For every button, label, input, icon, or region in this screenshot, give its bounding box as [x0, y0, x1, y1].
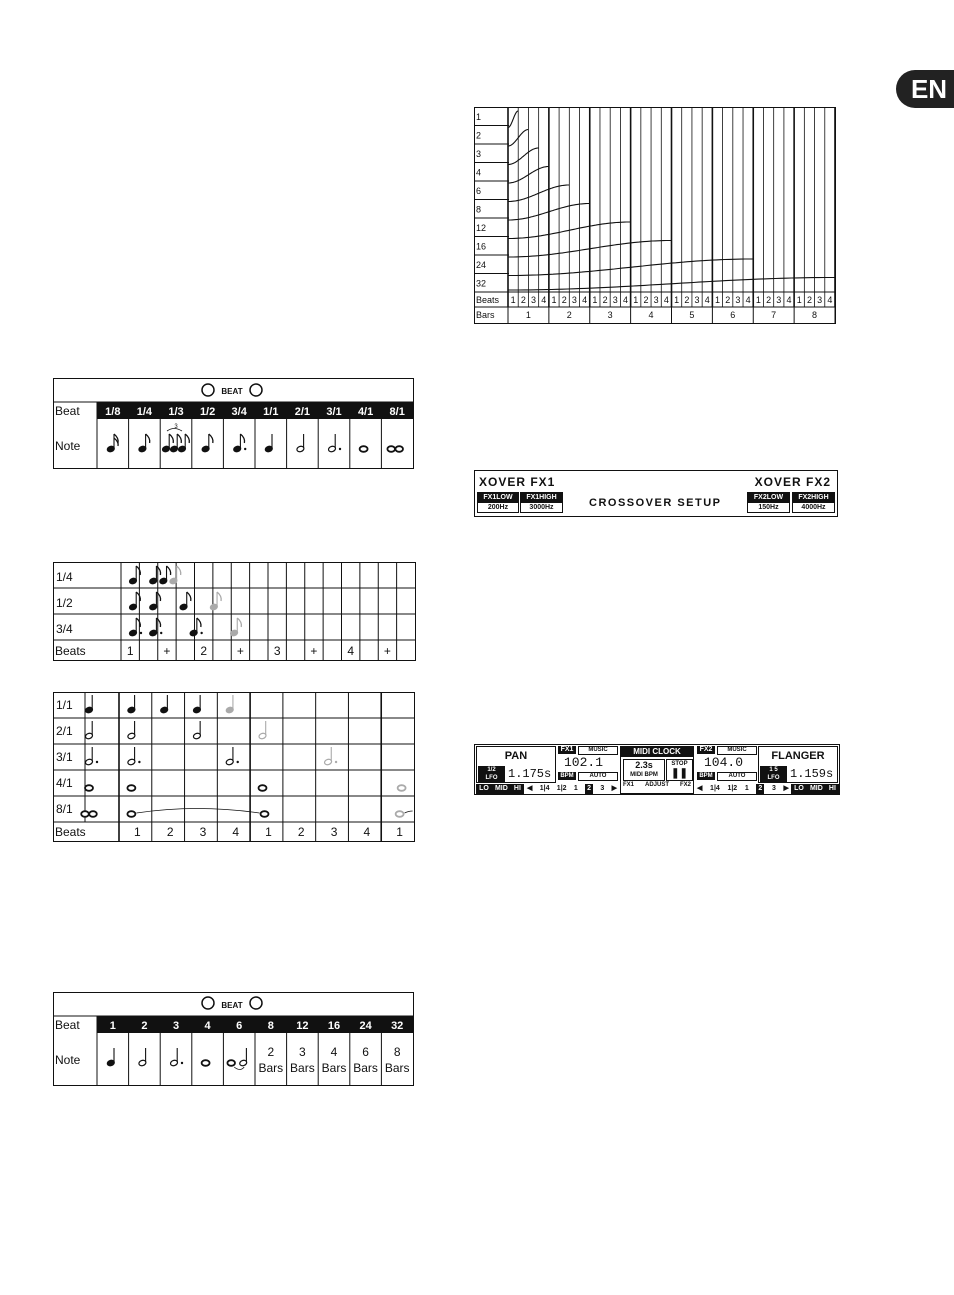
- row-note: [127, 811, 135, 817]
- beat-number: 4: [347, 644, 355, 658]
- beat-header-cell: 16: [327, 1020, 341, 1032]
- bars-count: 3: [299, 1045, 306, 1059]
- beat-number: 4: [582, 295, 588, 305]
- row-note: [127, 785, 135, 791]
- beat-header-cell: 6: [236, 1020, 243, 1032]
- row-note: [396, 811, 404, 817]
- arrow-right-icon[interactable]: ▶: [611, 785, 617, 792]
- row-label: 1/4: [56, 570, 73, 584]
- row-label: 6: [476, 186, 482, 196]
- beat-number: 3: [612, 295, 618, 305]
- fx1-high-label: FX1HIGH: [521, 493, 562, 503]
- fx2-mode[interactable]: MUSIC: [717, 746, 757, 755]
- fx2-nav-item[interactable]: 3: [771, 785, 776, 792]
- beat-number: 4: [827, 295, 833, 305]
- fx-left-panel: [476, 746, 556, 783]
- beat-number: 2: [766, 295, 772, 305]
- beat-number: 2: [725, 295, 731, 305]
- fx2-bpm-label: BPM: [697, 772, 715, 780]
- fx2-tag: FX2: [697, 746, 715, 754]
- beat-header-cell: 2: [141, 1020, 148, 1032]
- beat-number: +: [310, 644, 318, 658]
- beat-number: 2: [602, 295, 608, 305]
- bars-count: 4: [330, 1045, 338, 1059]
- bars-label: Bars: [290, 1061, 315, 1075]
- fx2-sync[interactable]: AUTO: [717, 772, 757, 781]
- grid-frame: [54, 563, 416, 661]
- beat-led-left: [202, 997, 214, 1009]
- beat-number: 2: [200, 644, 208, 658]
- fx1-nav-item-selected[interactable]: 2: [587, 785, 592, 792]
- fx2-low-box[interactable]: [747, 492, 790, 513]
- row-label: 3/1: [56, 750, 73, 764]
- fx1-low-value: 200Hz: [487, 504, 509, 511]
- beat-header-cell: 1/4: [136, 406, 153, 418]
- fx1-low-label: FX1LOW: [478, 493, 518, 503]
- fx-right-mode-bottom: LFO: [767, 775, 780, 781]
- beat-number: 1: [714, 295, 720, 305]
- beat-number: 3: [776, 295, 782, 305]
- xover-fx1-title: XOVER FX1: [479, 475, 556, 489]
- fx-left-eq[interactable]: [476, 784, 524, 794]
- beat-header-cell: 1/1: [263, 406, 279, 418]
- fx-right-name: FLANGER: [771, 750, 825, 762]
- row-note: [85, 785, 93, 791]
- fx-right-panel: [758, 746, 838, 783]
- fx2-nav-item[interactable]: 1: [744, 785, 749, 792]
- bar-number: 2: [566, 310, 572, 320]
- row-label: 4/1: [56, 776, 73, 790]
- row-label: 2/1: [56, 724, 73, 738]
- fx1-nav: [527, 784, 617, 794]
- fx1-sync[interactable]: AUTO: [578, 772, 618, 781]
- row-label: 4: [476, 167, 482, 178]
- row-label: 24: [476, 260, 487, 270]
- row-label: 8: [476, 204, 482, 215]
- bars-label: Bars: [258, 1061, 284, 1075]
- pause-icon: ❚❚: [671, 768, 688, 779]
- footer-label: Beats: [55, 825, 86, 839]
- fx2-nav-item[interactable]: 1|4: [710, 785, 720, 792]
- row-label-beat: Beat: [55, 404, 80, 418]
- row-note: [259, 785, 267, 791]
- beat-led-right: [250, 997, 262, 1009]
- arrow-left-icon[interactable]: ◀: [697, 785, 703, 792]
- beat-number: 2: [520, 295, 526, 305]
- eq-mid: MID: [494, 785, 508, 792]
- fx1-bpm-value: 102.1: [564, 755, 604, 770]
- row-label: 1/1: [56, 698, 73, 712]
- beat-header-cell: 3/4: [231, 406, 247, 418]
- fx-left-mode-top: 1/2: [487, 767, 496, 773]
- beat-number: +: [163, 644, 171, 658]
- bars-count: 6: [362, 1045, 369, 1059]
- bar-number: 4: [648, 310, 654, 320]
- beat-header-cell: 4: [204, 1020, 211, 1032]
- beat-header-cell: 3: [172, 1020, 180, 1032]
- fx-right-mode-top: 1 5: [769, 767, 778, 773]
- row-label: 16: [476, 241, 487, 252]
- fx1-low-box[interactable]: [477, 492, 519, 513]
- beat-number: 2: [806, 295, 812, 305]
- bars-count: 8: [393, 1045, 401, 1059]
- beat-number: 3: [531, 295, 537, 305]
- beat-number: 4: [541, 295, 547, 305]
- fx1-nav-item[interactable]: 3: [600, 785, 605, 792]
- note-symbol: [202, 1060, 210, 1066]
- beat-number: 4: [786, 295, 792, 305]
- xover-fx2-title: XOVER FX2: [754, 475, 831, 489]
- fx1-nav-item[interactable]: 1: [573, 785, 578, 792]
- beats-label: Beats: [476, 295, 500, 305]
- fx-main-display: [474, 744, 840, 795]
- beat-number: 4: [232, 825, 240, 839]
- row-label: 1/2: [56, 596, 73, 610]
- beat-header-cell: 1/3: [168, 406, 184, 418]
- beat-number: 3: [735, 295, 741, 305]
- fx2-low-value: 150Hz: [758, 504, 779, 511]
- fx1-nav-item[interactable]: 1|2: [556, 785, 567, 792]
- row-note: [261, 811, 269, 817]
- beat-number: +: [383, 644, 391, 658]
- fx1-nav-item[interactable]: 1|4: [539, 785, 550, 792]
- beat-number: 3: [330, 825, 338, 839]
- beat-header-cell: 1/8: [105, 406, 121, 418]
- row-label: 3/4: [56, 622, 73, 636]
- note-symbol: [387, 446, 403, 452]
- beat-header-cell: 8/1: [389, 406, 405, 418]
- eq-lo: LO: [479, 785, 489, 792]
- fx-right-time: 1.159s: [790, 767, 834, 781]
- fx2-nav-item-selected[interactable]: 2: [758, 785, 763, 792]
- beat-number: 1: [265, 825, 272, 839]
- beat-number: 4: [663, 295, 669, 305]
- beat-header-cell: 1/2: [199, 406, 216, 418]
- fx-left-mode[interactable]: [478, 766, 505, 782]
- midi-clock-time: 2.3s: [635, 760, 653, 770]
- stop-label: STOP: [671, 761, 688, 767]
- beat-header-cell: 8: [267, 1020, 274, 1032]
- fx-right-mode[interactable]: [760, 766, 787, 782]
- beat-number: 2: [643, 295, 649, 305]
- bar-number: 1: [525, 310, 531, 320]
- eq-hi: HI: [828, 785, 836, 792]
- row-label: 32: [476, 278, 487, 289]
- beat-number: 3: [653, 295, 659, 305]
- arrow-right-icon[interactable]: ▶: [783, 785, 789, 792]
- bars-label: Bars: [321, 1061, 347, 1075]
- beat-number: 4: [745, 295, 751, 305]
- beat-number: 2: [684, 295, 690, 305]
- bars-label: Bars: [384, 1061, 410, 1075]
- grid-frame: [54, 693, 415, 842]
- beat-number: 3: [571, 295, 577, 305]
- beat-number: 2: [297, 825, 305, 839]
- eq-mid: MID: [809, 785, 823, 792]
- bar-number: 8: [812, 310, 818, 320]
- bar-number: 3: [607, 310, 613, 320]
- beat-number: 1: [134, 825, 141, 839]
- beat-led-left: [202, 384, 214, 396]
- row-note: [81, 811, 97, 817]
- beat-number: +: [236, 644, 244, 658]
- beat-number: 4: [704, 295, 710, 305]
- bars-label: Bars: [353, 1061, 378, 1075]
- beat-number: 1: [755, 295, 761, 305]
- row-label: 12: [476, 223, 487, 233]
- beat-header-cell: 12: [296, 1020, 309, 1032]
- fx1-mode[interactable]: MUSIC: [578, 746, 618, 755]
- bar-number: 6: [730, 310, 736, 320]
- adjust-fx2[interactable]: FX2: [679, 782, 691, 788]
- eq-hi: HI: [513, 785, 521, 792]
- beat-header-cell: 32: [391, 1020, 404, 1032]
- beat-number: 1: [796, 295, 802, 305]
- row-label: 1: [476, 112, 482, 122]
- beat-led-label: BEAT: [221, 387, 243, 396]
- beat-led-label: BEAT: [221, 1001, 243, 1010]
- beat-grid-short: [53, 562, 416, 663]
- midi-clock-title: MIDI CLOCK: [621, 747, 693, 757]
- beat-number: 1: [592, 295, 598, 305]
- row-label-beat: Beat: [55, 1018, 80, 1032]
- fx1-bpm-panel: [558, 746, 617, 781]
- crossover-setup-label: CROSSOVER SETUP: [589, 497, 722, 509]
- fx-left-name: PAN: [504, 750, 528, 762]
- crossover-setup-display: [474, 470, 838, 517]
- beat-number: 3: [273, 644, 281, 658]
- beat-header-cell: 24: [359, 1020, 372, 1032]
- fx2-nav: [697, 784, 789, 794]
- beat-number: 2: [166, 825, 174, 839]
- beat-number: 1: [633, 295, 639, 305]
- fx-right-eq[interactable]: [791, 784, 839, 794]
- beat-number: 3: [694, 295, 700, 305]
- language-badge: EN: [896, 70, 954, 108]
- beat-header-cell: 3/1: [326, 406, 342, 418]
- beat-header-cell: 2/1: [294, 406, 311, 418]
- fx2-nav-item[interactable]: 1|2: [727, 785, 738, 792]
- fx1-high-box[interactable]: [520, 492, 563, 513]
- bars-label: Bars: [476, 310, 495, 320]
- bar-number: 7: [771, 310, 777, 320]
- row-label: 8/1: [56, 802, 73, 816]
- beat-number: 4: [623, 295, 629, 305]
- adjust-label: ADJUST: [644, 782, 669, 788]
- adjust-row: [623, 782, 691, 788]
- beat-note-table-long: [53, 992, 414, 1086]
- eq-lo: LO: [794, 785, 804, 792]
- beat-header-cell: 4/1: [357, 406, 374, 418]
- fx2-high-box[interactable]: [792, 492, 835, 513]
- midi-clock-panel: [620, 746, 694, 794]
- fx-left-mode-bottom: LFO: [485, 775, 498, 781]
- row-label: 3: [476, 149, 482, 159]
- fx-left-time: 1.175s: [508, 767, 552, 781]
- triplet-mark: 3: [174, 424, 178, 430]
- fx1-high-value: 3000Hz: [529, 504, 554, 511]
- beat-number: 3: [199, 825, 207, 839]
- fx2-high-value: 4000Hz: [801, 504, 826, 511]
- beat-led-right: [250, 384, 262, 396]
- lfo-curve-chart: [474, 107, 837, 324]
- row-label-note: Note: [55, 1053, 81, 1067]
- footer-label: Beats: [55, 644, 86, 658]
- beat-number: 1: [396, 825, 403, 839]
- note-symbol: [360, 446, 368, 452]
- midi-stop-button[interactable]: [666, 759, 693, 781]
- bars-count: 2: [267, 1045, 275, 1059]
- beat-number: 4: [363, 825, 371, 839]
- beat-header-cell: 1: [109, 1020, 116, 1032]
- row-label-note: Note: [55, 439, 81, 453]
- row-label: 2: [476, 130, 482, 141]
- fx2-high-label: FX2HIGH: [793, 493, 834, 503]
- row-note: [398, 785, 406, 791]
- midi-clock-time-box: [623, 759, 665, 781]
- arrow-left-icon[interactable]: ◀: [527, 785, 533, 792]
- beat-number: 1: [510, 295, 516, 305]
- fx2-bpm-value: 104.0: [704, 755, 744, 770]
- fx2-bpm-panel: [697, 746, 756, 781]
- beat-number: 3: [817, 295, 823, 305]
- midi-clock-sub: MIDI BPM: [630, 772, 658, 778]
- beat-grid-long: [53, 692, 415, 842]
- adjust-fx1[interactable]: FX1: [623, 782, 635, 788]
- beat-note-table-short: [53, 378, 414, 469]
- fx1-tag: FX1: [558, 746, 576, 754]
- bar-number: 5: [689, 310, 695, 320]
- fx1-bpm-label: BPM: [558, 772, 576, 780]
- beat-number: 1: [126, 644, 134, 658]
- beat-number: 1: [674, 295, 680, 305]
- fx2-low-label: FX2LOW: [748, 493, 789, 503]
- beat-number: 1: [551, 295, 557, 305]
- beat-number: 2: [561, 295, 567, 305]
